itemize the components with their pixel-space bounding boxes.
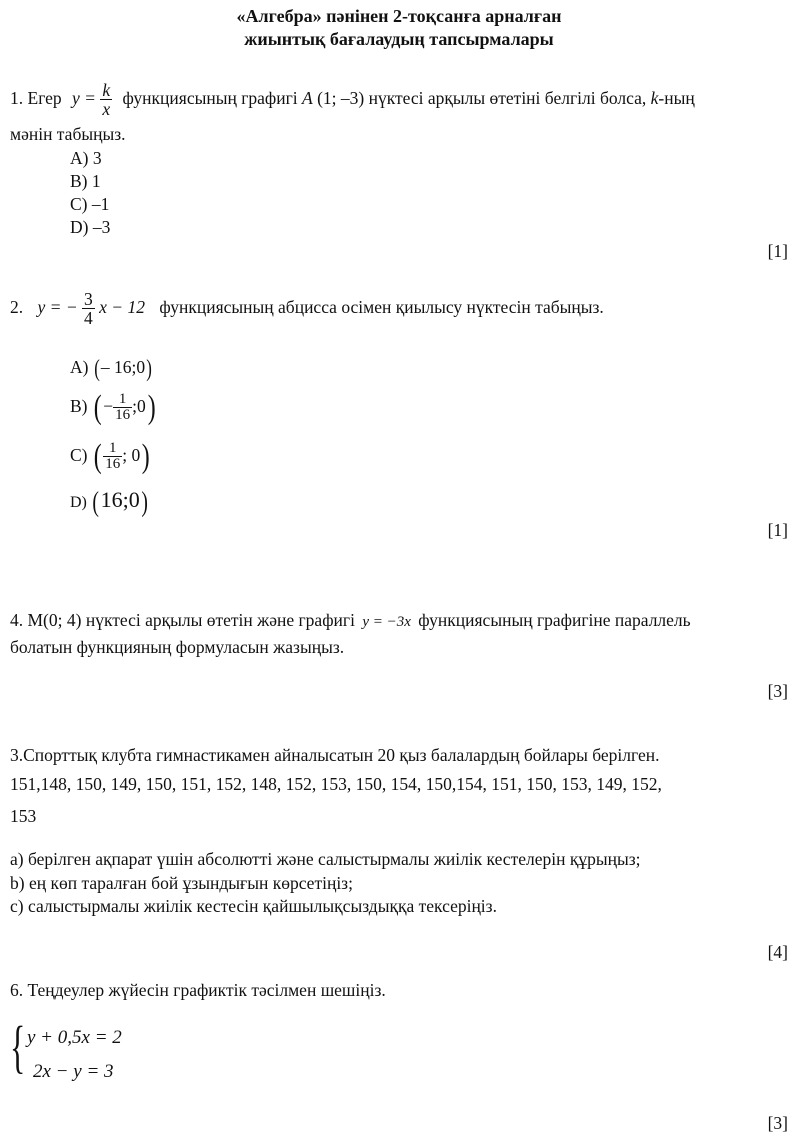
q2-option-a-open-paren: ( [94,355,100,382]
q1-fraction-numerator: k [102,80,111,101]
q6-system-brace: { [10,1014,26,1079]
q6-score: [3] [767,1113,788,1133]
q4-text-b: функциясының графигіне параллель [418,610,691,630]
q2-text: функциясының абцисса осімен қиылысу нүктесін табыңыз. [159,297,604,317]
q2-option-c-den: 16 [105,456,121,473]
q2-option-c-label: C) [70,445,88,465]
q2-option-d [70,482,149,521]
q3-data-line-1: 151,148, 150, 149, 150, 151, 152, 148, 152, 153, 150, 154, 150,154, 151, 150, 153, 149, 152, [10,774,662,794]
q3-score: [4] [767,942,788,962]
q6-text: 6. Теңдеулер жүйесін графиктік тәсілмен шешіңіз. [10,980,386,1000]
q2-option-a [70,352,153,382]
q2-option-d-label: D) [70,494,87,511]
q1-option-c: C) –1 [70,194,110,214]
q2-score: [1] [767,520,788,540]
q3-task-b: b) ең көп таралған бой ұзындығын көрсетіңіз; [10,873,353,893]
q2-option-b [70,383,157,429]
q1-text-b: (1; –3) нүктесі арқылы өтетіні белгілі болса, [317,88,647,108]
q2-option-a-label: A) [70,357,89,377]
q2-option-b-num: 1 [113,392,132,409]
q2-option-c-close-paren: ) [141,437,150,475]
q4-line-1 [10,610,691,631]
q2-option-c-open-paren: ( [93,437,102,475]
q1-score: [1] [767,241,788,261]
q4-formula: y = −3x [362,614,411,630]
q1-formula-fraction [100,81,112,119]
q2-formula-lhs: y = − [37,297,78,317]
q2-option-b-sign: − [103,396,114,416]
q2-option-b-tail: ;0 [132,396,146,416]
q1-number: 1. Егер [10,88,62,108]
q2-option-a-value: – 16;0 [100,357,146,377]
q3-data-line-2: 153 [10,806,37,826]
q2-option-c-fraction [103,441,122,474]
q6-equation-2: 2x − y = 3 [33,1061,114,1082]
q1-line-2: мәнін табыңыз. [10,124,126,144]
q3-task-c: с) салыстырмалы жиілік кестесін қайшылықсыздыққа тексеріңіз. [10,896,497,916]
q2-fraction-denominator: 4 [84,308,93,329]
q2-formula-fraction [82,290,95,328]
q1-option-a: A) 3 [70,148,102,168]
q4-text-a: 4. М(0; 4) нүктесі арқылы өтетін және графигі [10,610,355,630]
q4-line-2: болатын функцияның формуласын жазыңыз. [10,637,345,657]
q2-option-a-close-paren: ) [146,355,152,382]
q2-option-c [70,432,152,478]
q2-formula-rest: x − 12 [99,297,145,317]
q2-option-c-num: 1 [103,441,122,458]
q3-line-1: 3.Спорттық клубта гимнастикамен айналысатын 20 қыз балалардың бойлары берілген. [10,745,660,765]
title-line-1: «Алгебра» пәнінен 2-тоқсанға арналған [236,6,562,26]
q2-option-b-den: 16 [115,407,131,424]
q2-fraction-numerator: 3 [84,289,93,310]
q2-option-c-tail: ; 0 [122,445,141,465]
q1-line-1 [10,76,695,120]
q2-option-d-close-paren: ) [141,486,148,518]
q2-option-d-open-paren: ( [92,486,100,518]
q2-line [10,284,604,330]
q2-number: 2. [10,297,24,317]
q2-option-b-close-paren: ) [147,388,156,426]
q1-text-a: функциясының графигі [122,88,298,108]
q2-option-b-fraction [113,392,132,425]
q2-option-b-label: B) [70,396,88,416]
q1-option-d: D) –3 [70,217,111,237]
q1-text-c: -ның [658,88,695,108]
q2-option-b-open-paren: ( [93,388,102,426]
q1-point-name: A [302,88,313,108]
q1-option-b: B) 1 [70,171,101,191]
q3-task-a: а) берілген ақпарат үшін абсолютті және салыстырмалы жиілік кестелерін құрыңыз; [10,849,641,869]
q4-score: [3] [767,681,788,701]
q6-equation-1: y + 0,5x = 2 [27,1027,122,1048]
q1-var-k: k [650,88,659,108]
title-line-2: жиынтық бағалаудың тапсырмалары [244,29,554,49]
q1-fraction-denominator: x [102,99,111,120]
q2-option-d-value: 16;0 [100,487,140,512]
q1-formula-lhs: y = [72,88,96,108]
